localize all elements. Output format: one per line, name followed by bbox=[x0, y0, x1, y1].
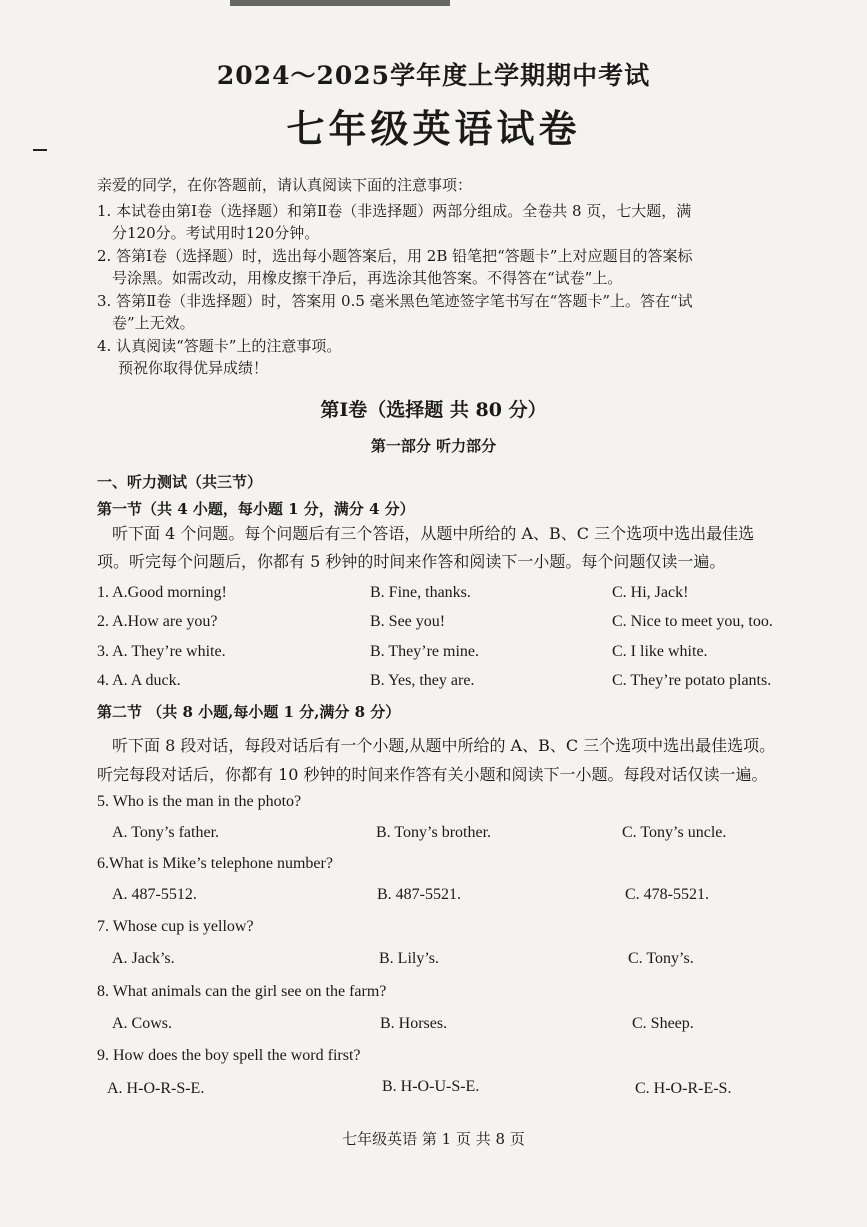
section1-instruction: 项。听完每个问题后，你都有 5 秒钟的时间来作答和阅读下一小题。每个问题仅读一遍。 bbox=[97, 552, 726, 571]
section1-title: 第一节（共 4 小题，每小题 1 分，满分 4 分） bbox=[97, 500, 415, 518]
notice-item: 2. 答第Ⅰ卷（选择题）时，选出每小题答案后，用 2B 铅笔把“答题卡”上对应题目的答案标 bbox=[97, 247, 693, 265]
q6-option-b: B. 487-5521. bbox=[377, 886, 461, 903]
q7-option-a: A. Jack’s. bbox=[112, 950, 175, 967]
q7-question: 7. Whose cup is yellow? bbox=[97, 918, 254, 935]
q2-option-c: C. Nice to meet you, too. bbox=[612, 613, 773, 630]
q6-option-c: C. 478-5521. bbox=[625, 886, 709, 903]
q4-option-a: 4. A. A duck. bbox=[97, 672, 181, 689]
q2-option-b: B. See you! bbox=[370, 613, 446, 630]
q9-option-c: C. H-O-R-E-S. bbox=[635, 1080, 732, 1097]
q4-option-b: B. Yes, they are. bbox=[370, 672, 475, 689]
q7-option-b: B. Lily’s. bbox=[379, 950, 440, 967]
notice-wish: 预祝你取得优异成绩！ bbox=[118, 359, 269, 377]
exam-title: 2024～2025学年度上学期期中考试 bbox=[216, 61, 651, 90]
section1-instruction: 听下面 4 个问题。每个问题后有三个答语，从题中所给的 A、B、C 三个选项中选出最佳选 bbox=[112, 524, 755, 543]
section2-instruction: 听完每段对话后，你都有 10 秒钟的时间来作答有关小题和阅读下一小题。每段对话仅读一遍。 bbox=[97, 765, 768, 784]
notice-item: 4. 认真阅读“答题卡”上的注意事项。 bbox=[97, 337, 342, 355]
q5-option-b: B. Tony’s brother. bbox=[376, 824, 492, 841]
notice-intro: 亲爱的同学，在你答题前，请认真阅读下面的注意事项： bbox=[97, 176, 473, 194]
scan-edge-mark bbox=[230, 0, 450, 6]
q5-option-a: A. Tony’s father. bbox=[112, 824, 220, 841]
part1-subheading: 第一部分 听力部分 bbox=[370, 437, 497, 455]
q3-option-a: 3. A. They’re white. bbox=[97, 643, 226, 660]
page-footer: 七年级英语 第 1 页 共 8 页 bbox=[342, 1130, 525, 1148]
q9-option-a: A. H-O-R-S-E. bbox=[107, 1080, 205, 1097]
q1-option-b: B. Fine, thanks. bbox=[370, 584, 471, 601]
q4-option-c: C. They’re potato plants. bbox=[612, 672, 772, 689]
notice-item: 1. 本试卷由第Ⅰ卷（选择题）和第Ⅱ卷（非选择题）两部分组成。全卷共 8 页，七大题，满 bbox=[97, 202, 692, 220]
notice-item: 号涂黑。如需改动，用橡皮擦干净后，再选涂其他答案。不得答在“试卷”上。 bbox=[112, 269, 623, 287]
q2-option-a: 2. A.How are you? bbox=[97, 613, 218, 630]
q8-option-c: C. Sheep. bbox=[632, 1015, 694, 1032]
q3-option-b: B. They’re mine. bbox=[370, 643, 480, 660]
part1-heading: 第Ⅰ卷（选择题 共 80 分） bbox=[320, 399, 547, 421]
q1-option-a: 1. A.Good morning! bbox=[97, 584, 227, 601]
q5-option-c: C. Tony’s uncle. bbox=[622, 824, 727, 841]
q3-option-c: C. I like white. bbox=[612, 643, 708, 660]
section2-title: 第二节 （共 8 小题,每小题 1 分,满分 8 分） bbox=[97, 703, 401, 721]
q8-option-b: B. Horses. bbox=[380, 1015, 448, 1032]
q6-question: 6.What is Mike’s telephone number? bbox=[97, 855, 333, 872]
q9-option-b: B. H-O-U-S-E. bbox=[382, 1078, 480, 1095]
q8-question: 8. What animals can the girl see on the farm? bbox=[97, 983, 387, 1000]
notice-item: 卷”上无效。 bbox=[112, 314, 195, 332]
q7-option-c: C. Tony’s. bbox=[628, 950, 694, 967]
notice-item: 3. 答第Ⅱ卷（非选择题）时，答案用 0.5 毫米黑色笔迹签字笔书写在“答题卡”上。答在“试 bbox=[97, 292, 693, 310]
q5-question: 5. Who is the man in the photo? bbox=[97, 793, 302, 810]
q1-option-c: C. Hi, Jack! bbox=[612, 584, 689, 601]
notice-item: 分120分。考试用时120分钟。 bbox=[112, 224, 320, 242]
listening-title: 一、听力测试（共三节） bbox=[97, 473, 263, 491]
section2-instruction: 听下面 8 段对话，每段对话后有一个小题,从题中所给的 A、B、C 三个选项中选出最佳选项。 bbox=[112, 736, 776, 755]
paper-title: 七年级英语试卷 bbox=[286, 106, 581, 151]
q6-option-a: A. 487-5512. bbox=[112, 886, 197, 903]
q9-question: 9. How does the boy spell the word first? bbox=[97, 1047, 361, 1064]
q8-option-a: A. Cows. bbox=[112, 1015, 173, 1032]
